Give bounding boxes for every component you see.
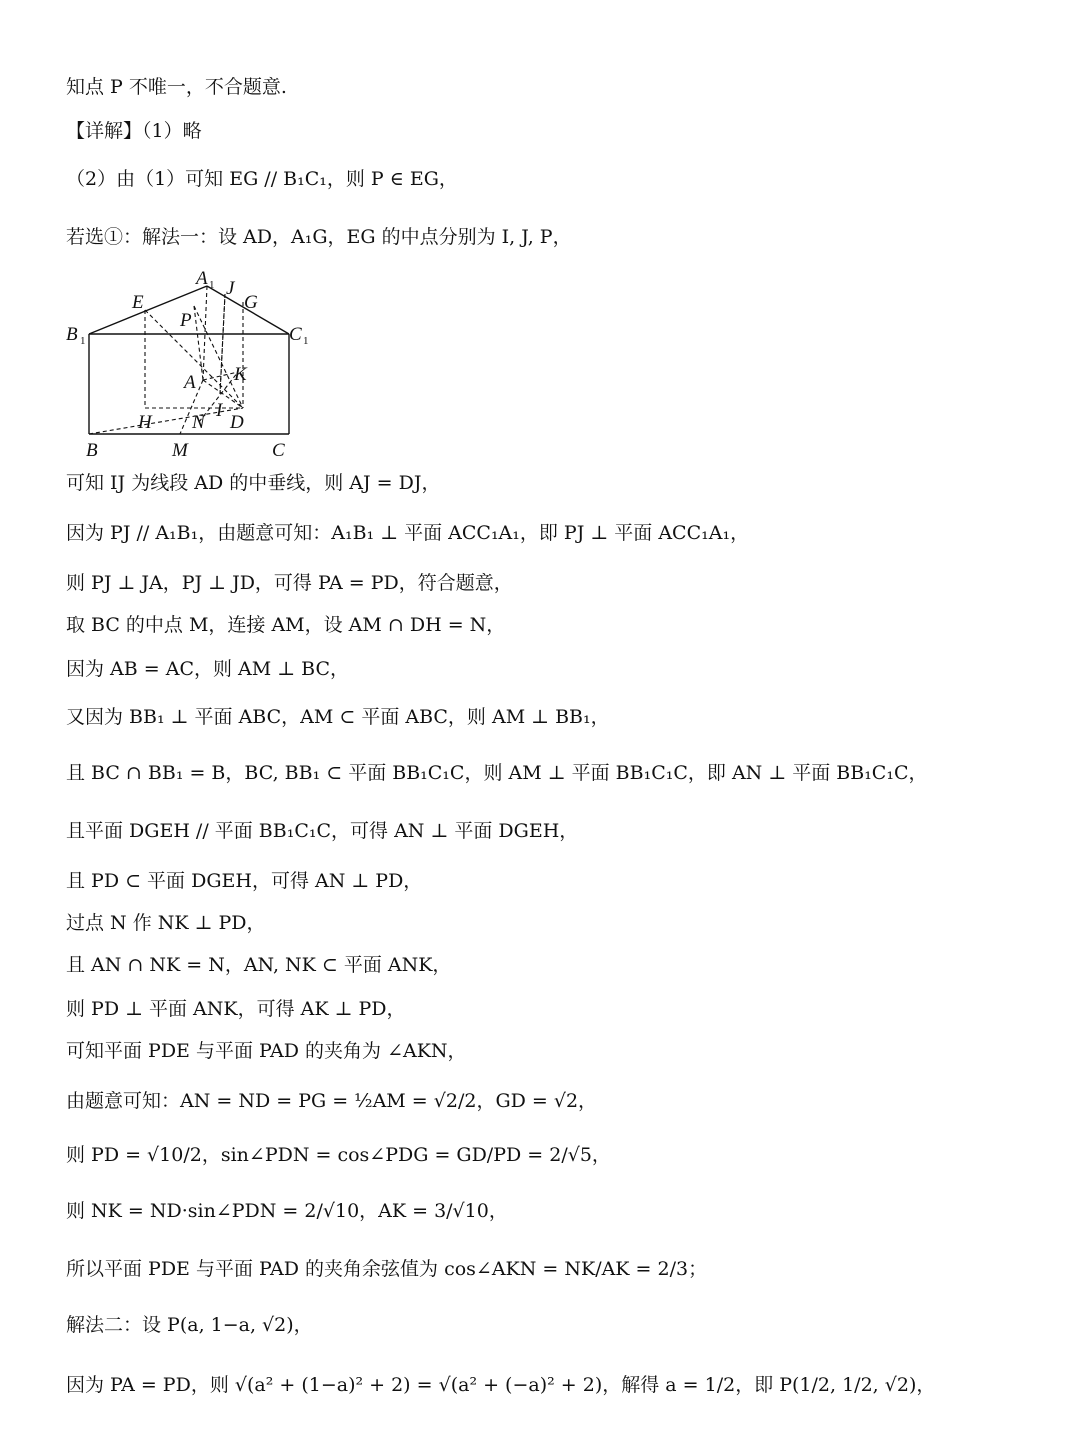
text-line: 则 NK = ND·sin∠PDN = 2/√10，AK = 3/√10， <box>66 1200 508 1222</box>
label-B1: B <box>66 324 78 345</box>
geometry-figure <box>62 262 332 462</box>
label-D: D <box>230 412 244 433</box>
text-line: 因为 PA = PD，则 √(a² + (1−a)² + 2) = √(a² + (−a)² + 2)，解得 a = 1/2，即 P(1/2, 1/2, √2)， <box>66 1374 936 1396</box>
text-line: 则 PD ⊥ 平面 ANK，可得 AK ⊥ PD， <box>66 998 406 1020</box>
label-G: G <box>244 292 258 313</box>
text-line: 又因为 BB₁ ⊥ 平面 ABC，AM ⊂ 平面 ABC，则 AM ⊥ BB₁， <box>66 706 610 728</box>
text-line: 取 BC 的中点 M，连接 AM，设 AM ∩ DH = N， <box>66 614 506 636</box>
label-I: I <box>216 400 223 421</box>
text-line: 且 PD ⊂ 平面 DGEH，可得 AN ⊥ PD， <box>66 870 423 892</box>
label-C1-sub: 1 <box>303 335 309 347</box>
label-C1: C <box>289 324 302 345</box>
text-line: 由题意可知：AN = ND = PG = ½AM = √2/2，GD = √2， <box>66 1090 598 1112</box>
label-C: C <box>272 440 285 461</box>
label-E: E <box>132 292 144 313</box>
label-A1-sub: 1 <box>209 279 215 291</box>
text-line: （2）由（1）可知 EG // B₁C₁，则 P ∈ EG， <box>66 168 458 190</box>
text-line: 可知 IJ 为线段 AD 的中垂线，则 AJ = DJ， <box>66 472 441 494</box>
text-line: 且平面 DGEH // 平面 BB₁C₁C，可得 AN ⊥ 平面 DGEH， <box>66 820 579 842</box>
text-line: 过点 N 作 NK ⊥ PD， <box>66 912 266 934</box>
text-line: 知点 P 不唯一，不合题意. <box>66 76 287 98</box>
text-line: 且 BC ∩ BB₁ = B，BC, BB₁ ⊂ 平面 BB₁C₁C，则 AM ⊥ 平面 BB₁C₁C，即 AN ⊥ 平面 BB₁C₁C， <box>66 762 928 784</box>
text-line: 且 AN ∩ NK = N，AN, NK ⊂ 平面 ANK， <box>66 954 452 976</box>
label-H: H <box>138 412 152 433</box>
text-line: 若选①：解法一：设 AD，A₁G，EG 的中点分别为 I, J, P， <box>66 226 572 248</box>
label-B: B <box>86 440 98 461</box>
label-J: J <box>226 278 235 299</box>
label-N: N <box>192 412 205 433</box>
text-line: 因为 AB = AC，则 AM ⊥ BC， <box>66 658 349 680</box>
text-line: 则 PD = √10/2，sin∠PDN = cos∠PDG = GD/PD = 2/√5， <box>66 1144 611 1166</box>
label-B1-sub: 1 <box>80 335 86 347</box>
text-line: 可知平面 PDE 与平面 PAD 的夹角为 ∠AKN， <box>66 1040 467 1062</box>
label-K: K <box>234 364 247 385</box>
text-line: 因为 PJ // A₁B₁，由题意可知：A₁B₁ ⊥ 平面 ACC₁A₁，即 PJ ⊥ 平面 ACC₁A₁， <box>66 522 750 544</box>
label-M: M <box>172 440 188 461</box>
solid-edges <box>89 286 289 434</box>
label-A1: A <box>196 268 208 289</box>
text-line: 则 PJ ⊥ JA，PJ ⊥ JD，可得 PA = PD，符合题意， <box>66 572 513 594</box>
label-P: P <box>180 310 192 331</box>
text-line: 所以平面 PDE 与平面 PAD 的夹角余弦值为 cos∠AKN = NK/AK = 2/3； <box>66 1258 708 1280</box>
text-line: 解法二：设 P(a, 1−a, √2)， <box>66 1314 313 1336</box>
text-line: 【详解】（1）略 <box>66 120 202 142</box>
label-A: A <box>184 372 196 393</box>
